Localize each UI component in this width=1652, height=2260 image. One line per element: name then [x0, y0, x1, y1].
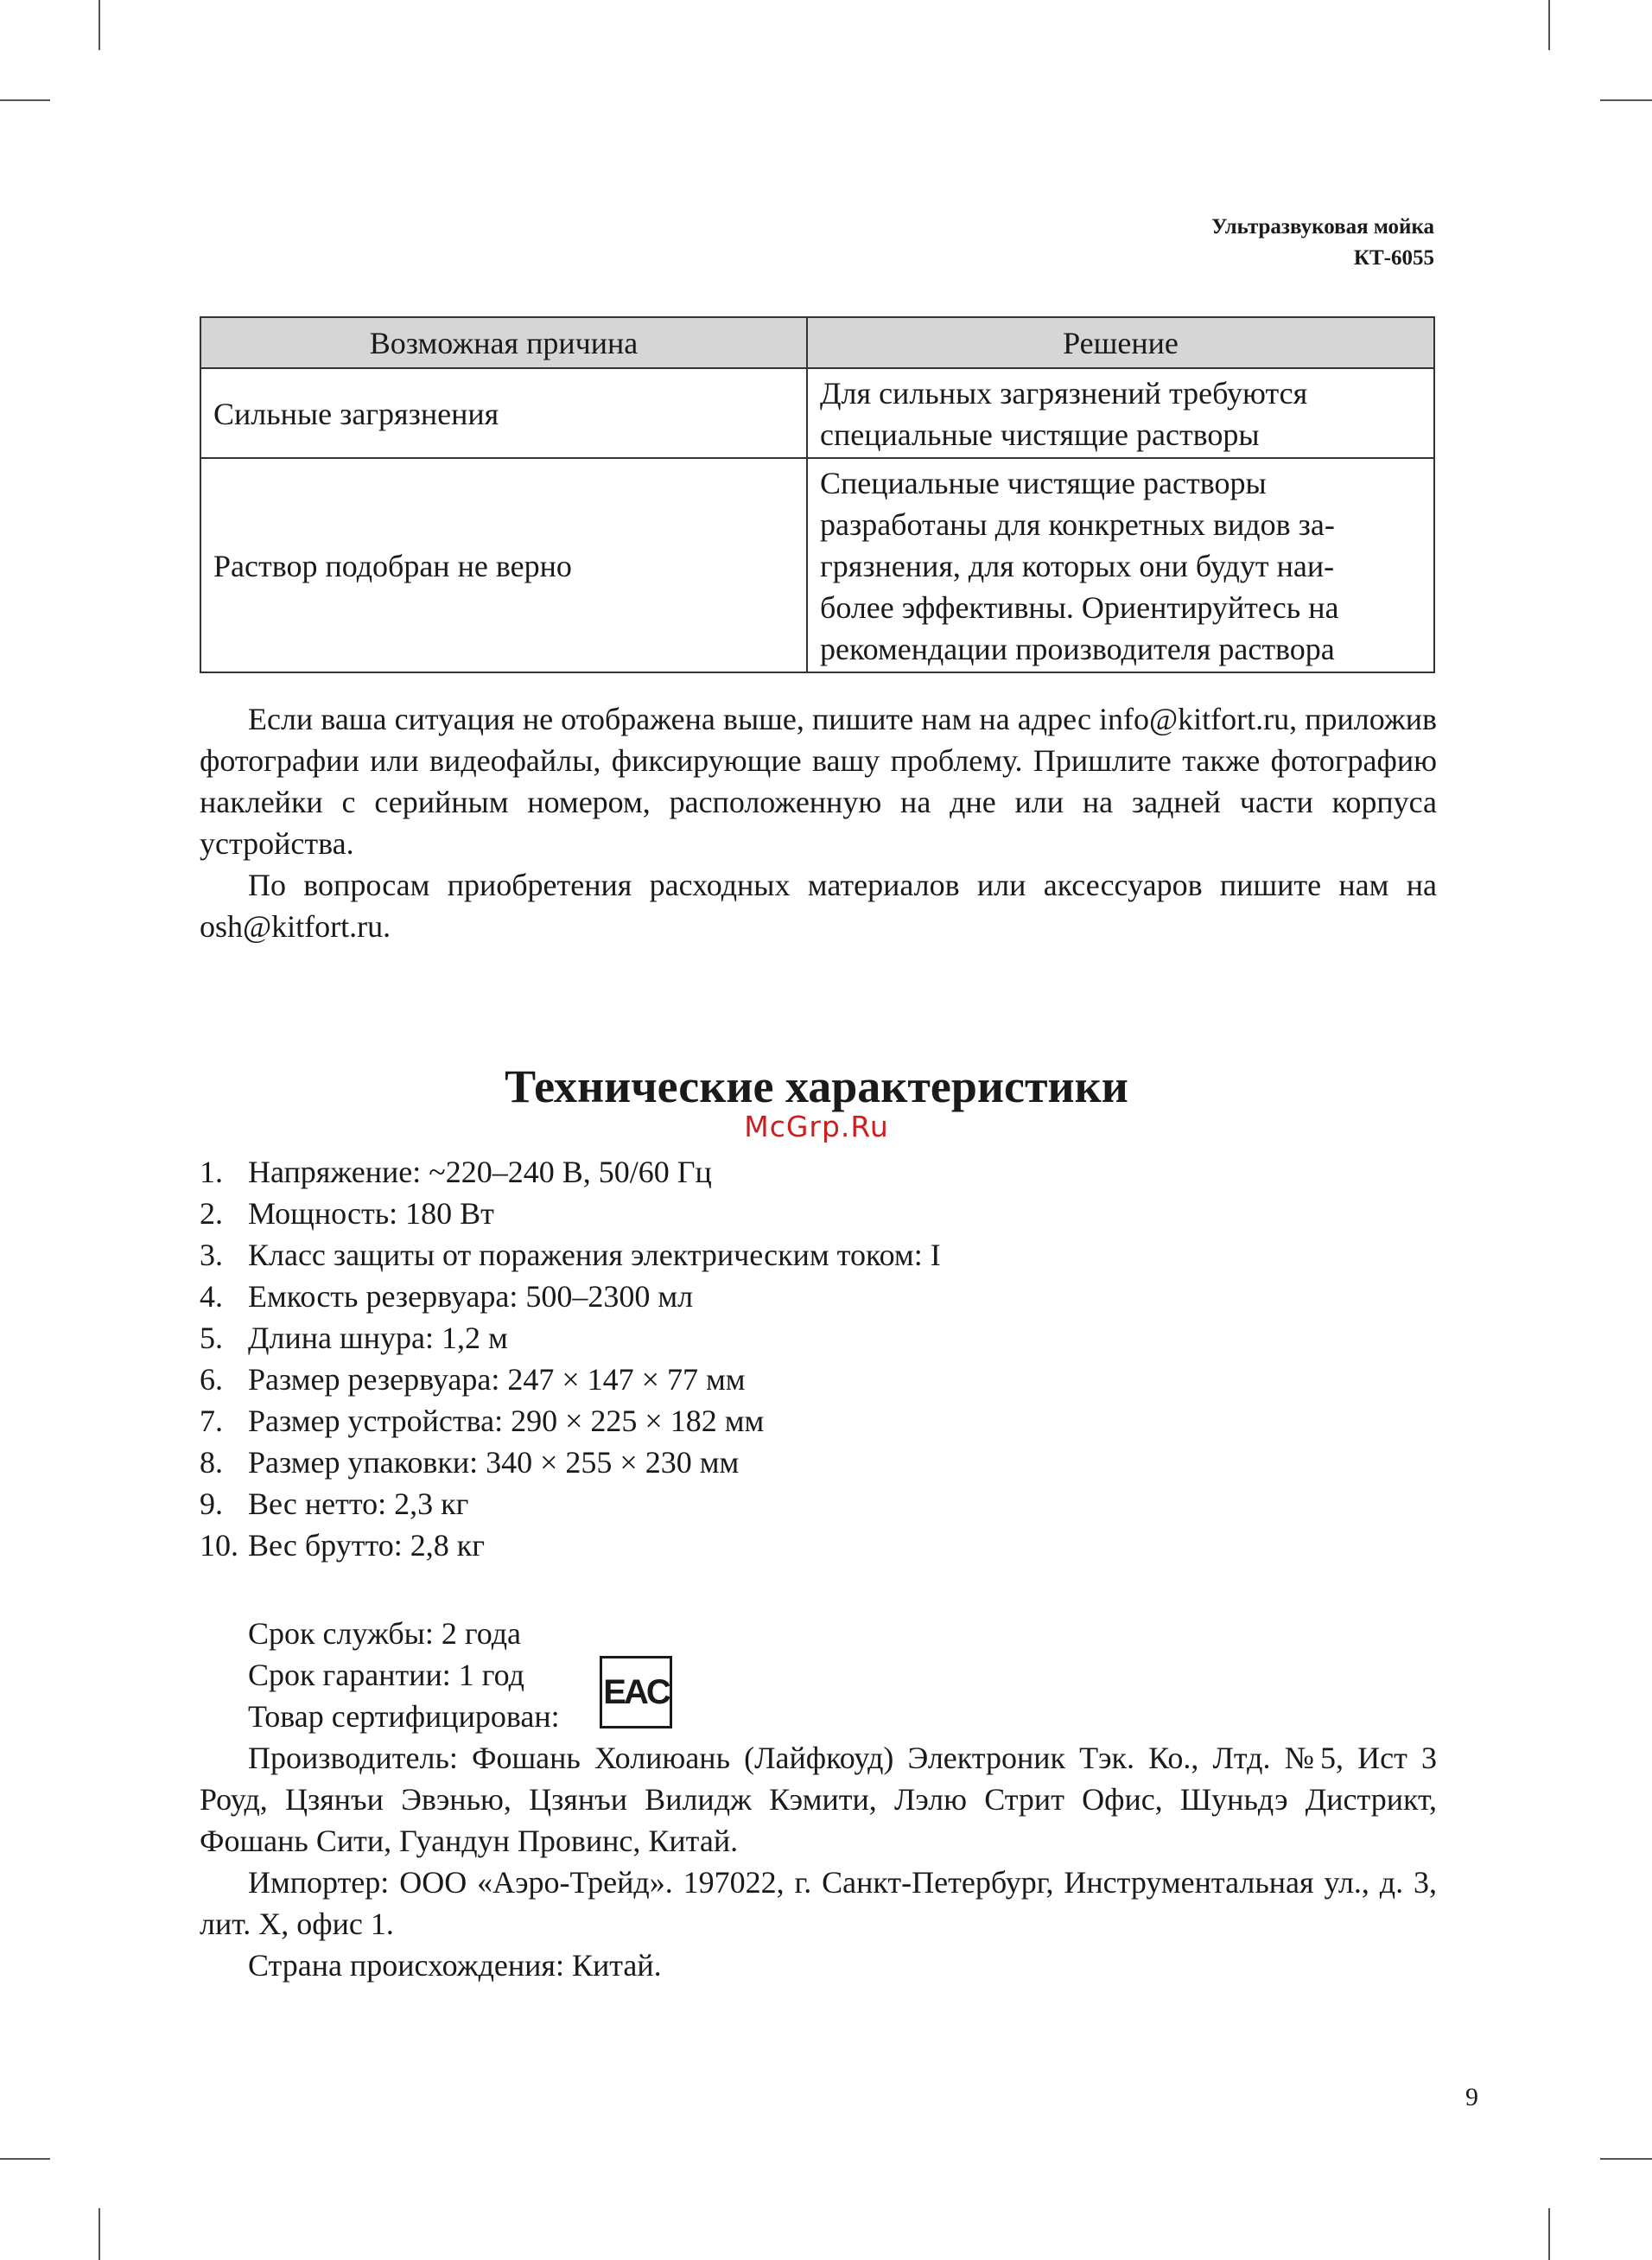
item-number: 8. [200, 1445, 223, 1480]
item-text: Вес брутто: 2,8 кг [248, 1528, 485, 1563]
item-text: Вес нетто: 2,3 кг [248, 1487, 469, 1521]
item-number: 3. [200, 1238, 223, 1272]
troubleshooting-table [200, 316, 1435, 673]
item-number: 2. [200, 1196, 223, 1231]
column-header-cause: Возможная причина [200, 317, 807, 368]
crop-mark [0, 2158, 50, 2160]
item-text: Размер резервуара: 247 × 147 × 77 мм [248, 1362, 746, 1397]
warranty-period: Срок гарантии: 1 год [248, 1658, 524, 1692]
item-number: 10. [200, 1528, 238, 1563]
contact-paragraph: Если ваша ситуация не отображена выше, пишите нам на адрес info@kitfort.ru, приложив фотографии или видеофайлы, фиксирующие вашу проблему. Пришлите также фотографию наклейки с серийным номером, расположенную на дне или на задней части корпуса устройства. [200, 702, 1437, 861]
list-item [200, 1525, 941, 1566]
item-text: Напряжение: ~220–240 В, 50/60 Гц [248, 1155, 712, 1189]
origin-paragraph: Страна происхождения: Китай. [248, 1948, 662, 1983]
item-text: Емкость резервуара: 500–2300 мл [248, 1279, 694, 1314]
list-item [200, 1151, 941, 1193]
crop-mark [98, 0, 100, 50]
section-title: Технические характеристики [505, 1060, 1128, 1112]
solution-cell: Для сильных загрязнений требуются специальные чистящие растворы [807, 368, 1434, 458]
accessories-paragraph: По вопросам приобретения расходных материалов или аксессуаров пишите нам на osh@kitfort.ru. [200, 868, 1437, 944]
running-header [1211, 212, 1434, 274]
table-row [200, 368, 1434, 458]
watermark-text: McGrp.Ru [744, 1110, 889, 1143]
cause-cell: Раствор подобран не верно [200, 458, 807, 672]
importer-paragraph: Импортер: ООО «Аэро-Трейд». 197022, г. Санкт-Петербург, Инструментальная ул., д. 3, лит. Х, офис 1. [200, 1865, 1437, 1941]
crop-mark [1548, 2208, 1550, 2260]
crop-mark [0, 99, 50, 101]
manufacturer-paragraph: Производитель: Фошань Холиюань (Лайфкоуд) Электроник Тэк. Ко., Лтд. №5, Ист 3 Роуд, Цзянъи Эвэнью, Цзянъи Вилидж Кэмити, Лэлю Стрит Офис, Шуньдэ Дистрикт, Фошань Сити, Гуандун Провинс, Китай. [200, 1741, 1437, 1858]
item-text: Класс защиты от поражения электрическим током: I [248, 1238, 941, 1272]
column-header-solution: Решение [807, 317, 1434, 368]
header-product: Ультразвуковая мойка [1211, 215, 1434, 239]
item-number: 4. [200, 1279, 223, 1314]
solution-cell: Специальные чистящие растворы разработаны для конкретных видов за- грязнения, для которых они будут наи- более эффективны. Ориентируйтесь на рекомендации производителя раствора [807, 458, 1434, 672]
certification-label: Товар сертифицирован: [248, 1699, 560, 1734]
list-item [200, 1483, 941, 1525]
list-item [200, 1400, 941, 1442]
list-item [200, 1359, 941, 1400]
list-item [200, 1442, 941, 1483]
item-text: Размер упаковки: 340 × 255 × 230 мм [248, 1445, 740, 1480]
item-text: Размер устройства: 290 × 225 × 182 мм [248, 1404, 765, 1438]
header-model: КТ-6055 [1353, 246, 1434, 270]
list-item [200, 1317, 941, 1359]
item-number: 1. [200, 1155, 223, 1189]
service-life: Срок службы: 2 года [248, 1616, 522, 1651]
crop-mark [1600, 2158, 1652, 2160]
list-item [200, 1234, 941, 1276]
eac-mark-icon [600, 1656, 672, 1728]
item-number: 9. [200, 1487, 223, 1521]
crop-mark [1600, 99, 1652, 101]
crop-mark [98, 2208, 100, 2260]
item-number: 5. [200, 1321, 223, 1355]
specs-list [200, 1151, 941, 1566]
list-item [200, 1276, 941, 1317]
item-text: Длина шнура: 1,2 м [248, 1321, 508, 1355]
page-number: 9 [1465, 2083, 1478, 2111]
table-row [200, 458, 1434, 672]
cause-cell: Сильные загрязнения [200, 368, 807, 458]
list-item [200, 1193, 941, 1234]
table-header-row [200, 317, 1434, 368]
crop-mark [1548, 0, 1550, 50]
item-number: 6. [200, 1362, 223, 1397]
item-text: Мощность: 180 Вт [248, 1196, 494, 1231]
item-number: 7. [200, 1404, 223, 1438]
eac-mark-text: EAC [603, 1673, 669, 1711]
